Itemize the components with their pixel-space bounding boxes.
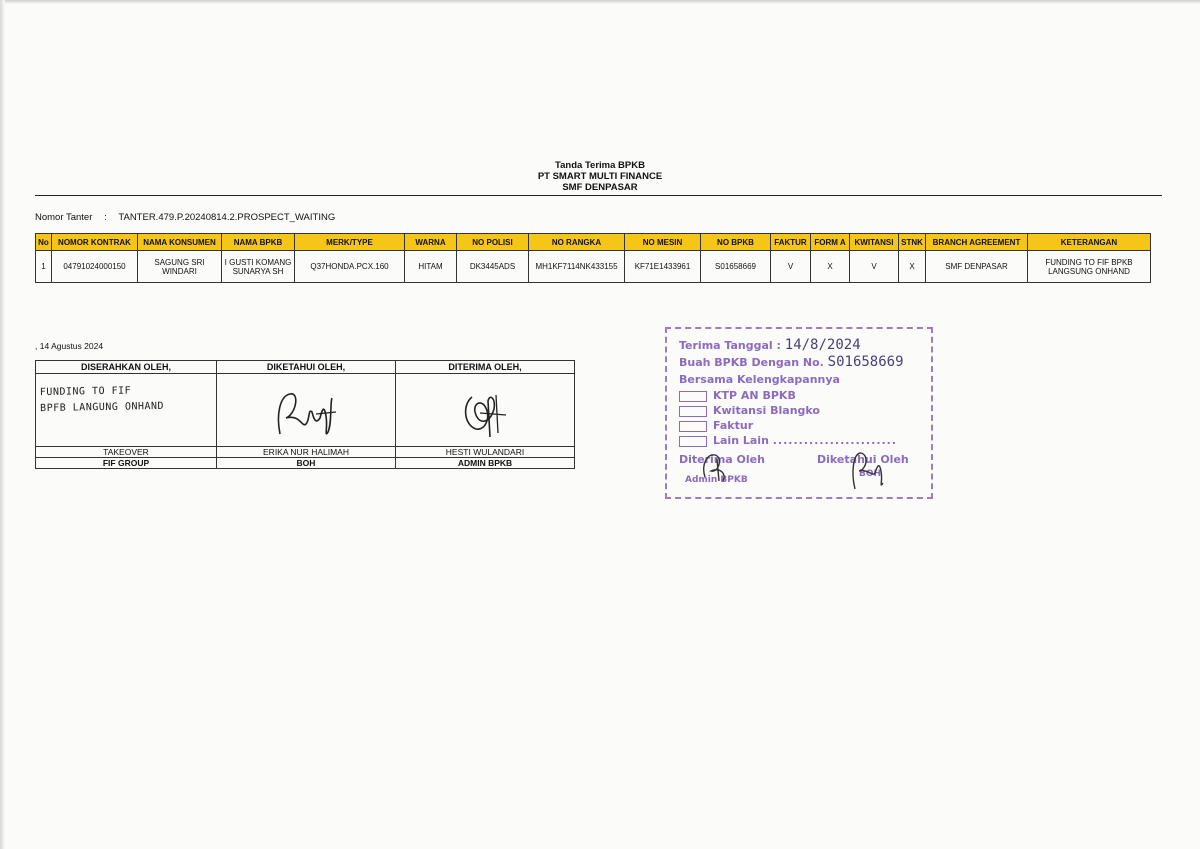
col-header-keterangan: KETERANGAN <box>1028 234 1151 251</box>
col-header-nama-bpkb: NAMA BPKB <box>222 234 295 251</box>
stamp-bpkb-row <box>679 354 904 370</box>
col-header-no: No <box>36 234 52 251</box>
document-header <box>0 160 1200 193</box>
col-header-form-a: FORM A <box>811 234 850 251</box>
handwritten-note-line: FUNDING TO FIF <box>39 385 132 399</box>
checkbox-icon <box>679 406 707 417</box>
stamp-item <box>679 419 753 432</box>
nomor-tanter-value: TANTER.479.P.20240814.2.PROSPECT_WAITING <box>118 212 336 223</box>
col-header-warna: WARNA <box>405 234 457 251</box>
nomor-tanter-separator: : <box>104 212 107 223</box>
stamp-left-sign-label: Diterima Oleh <box>679 453 765 466</box>
bpkb-table <box>35 233 1151 283</box>
cell-faktur: V <box>771 251 811 283</box>
company-name: PT SMART MULTI FINANCE <box>537 171 663 182</box>
cell-merk-type: Q37HONDA.PCX.160 <box>295 251 405 283</box>
stamp-tanggal-label: Terima Tanggal : <box>679 339 781 352</box>
sig-header-diterima: DITERIMA OLEH, <box>396 361 575 374</box>
stamp-item <box>679 389 796 402</box>
col-header-faktur: FAKTUR <box>771 234 811 251</box>
sig-name-hesti: HESTI WULANDARI <box>396 447 575 458</box>
stamp-bpkb-label: Buah BPKB Dengan No. <box>679 356 824 369</box>
signature-hesti <box>450 385 520 445</box>
branch-name: SMF DENPASAR <box>562 182 638 193</box>
stamp-item <box>679 404 820 417</box>
nomor-tanter <box>35 212 335 223</box>
scan-edge <box>0 0 1200 4</box>
sig-org-admin: ADMIN BPKB <box>396 458 575 469</box>
cell-form-a: X <box>811 251 850 283</box>
stamp-kelengkapan: Bersama Kelengkapannya <box>679 373 840 386</box>
col-header-branch-agreement: BRANCH AGREEMENT <box>926 234 1028 251</box>
cell-nomor-kontrak: 04791024000150 <box>52 251 138 283</box>
stamp-item: Lain Lain ........................ <box>679 434 897 447</box>
stamp-item-label: KTP AN BPKB <box>713 389 796 402</box>
stamp-signature-right <box>845 443 891 495</box>
sig-cell-diketahui <box>217 374 396 447</box>
col-header-kwitansi: KWITANSI <box>850 234 899 251</box>
receipt-stamp <box>665 327 933 499</box>
cell-keterangan: FUNDING TO FIF BPKB LANGSUNG ONHAND <box>1028 251 1151 283</box>
col-header-stnk: STNK <box>899 234 926 251</box>
sig-org-fif: FIF GROUP <box>36 458 217 469</box>
document-date: , 14 Agustus 2024 <box>35 341 104 351</box>
header-divider <box>35 195 1162 196</box>
document-title: Tanda Terima BPKB <box>555 160 645 171</box>
table-row <box>36 251 1151 283</box>
sig-name-takeover: TAKEOVER <box>36 447 217 458</box>
sig-cell-diserahkan <box>36 374 217 447</box>
cell-no-polisi: DK3445ADS <box>457 251 529 283</box>
col-header-no-mesin: NO MESIN <box>625 234 701 251</box>
col-header-nomor-kontrak: NOMOR KONTRAK <box>52 234 138 251</box>
col-header-no-polisi: NO POLISI <box>457 234 529 251</box>
stamp-item-label: Faktur <box>713 419 754 432</box>
cell-no: 1 <box>36 251 52 283</box>
handwritten-note-line: BPFB LANGUNG ONHAND <box>40 400 165 415</box>
stamp-right-sign-label: Diketahui Oleh <box>817 453 909 466</box>
cell-branch-agreement: SMF DENPASAR <box>926 251 1028 283</box>
sig-header-diketahui: DIKETAHUI OLEH, <box>217 361 396 374</box>
cell-nama-konsumen: SAGUNG SRI WINDARI <box>138 251 222 283</box>
stamp-left-sign-role: Admin BPKB <box>685 475 748 485</box>
cell-no-mesin: KF71E1433961 <box>625 251 701 283</box>
sig-cell-diterima <box>396 374 575 447</box>
signature-table <box>35 360 575 469</box>
stamp-item-label: Kwitansi Blangko <box>713 404 820 417</box>
signature-erika <box>266 384 346 444</box>
col-header-no-rangka: NO RANGKA <box>529 234 625 251</box>
cell-stnk: X <box>899 251 926 283</box>
checkbox-icon <box>679 421 707 432</box>
stamp-tanggal-value: 14/8/2024 <box>784 337 861 353</box>
stamp-signature-left <box>697 447 737 485</box>
cell-no-rangka: MH1KF7114NK433155 <box>529 251 625 283</box>
checkbox-icon <box>679 436 707 447</box>
sig-name-erika: ERIKA NUR HALIMAH <box>217 447 396 458</box>
stamp-item-label: Lain Lain <box>713 434 769 447</box>
col-header-nama-konsumen: NAMA KONSUMEN <box>138 234 222 251</box>
col-header-no-bpkb: NO BPKB <box>701 234 771 251</box>
checkbox-icon <box>679 391 707 402</box>
stamp-bpkb-value: S01658669 <box>827 354 904 370</box>
stamp-right-sign-role: BOH <box>859 469 882 479</box>
handwritten-note <box>40 383 164 417</box>
nomor-tanter-label: Nomor Tanter <box>35 212 93 223</box>
cell-nama-bpkb: I GUSTI KOMANG SUNARYA SH <box>222 251 295 283</box>
cell-no-bpkb: S01658669 <box>701 251 771 283</box>
scan-edge <box>0 0 5 849</box>
cell-kwitansi: V <box>850 251 899 283</box>
col-header-merk-type: MERK/TYPE <box>295 234 405 251</box>
sig-org-boh: BOH <box>217 458 396 469</box>
table-header-row <box>36 234 1151 251</box>
sig-header-diserahkan: DISERAHKAN OLEH, <box>36 361 217 374</box>
stamp-tanggal-row <box>679 337 861 353</box>
cell-warna: HITAM <box>405 251 457 283</box>
